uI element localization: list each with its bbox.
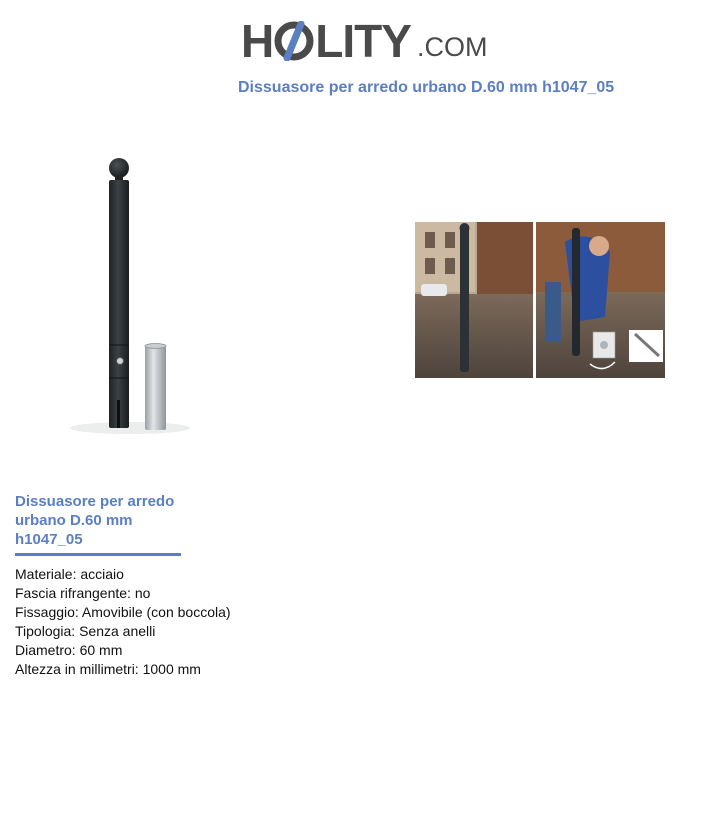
logo-letter-h: H (241, 15, 274, 67)
spec-materiale: Materiale: acciaio (15, 566, 124, 582)
spec-list (15, 565, 231, 679)
product-title-line: urbano D.60 mm (15, 512, 133, 529)
logo-o-icon (274, 21, 314, 61)
spec-diametro: Diametro: 60 mm (15, 642, 123, 658)
product-title (15, 492, 215, 549)
page-title: Dissuasore per arredo urbano D.60 mm h1047_05 (238, 79, 615, 96)
product-title-line: h1047_05 (15, 531, 83, 548)
title-divider (15, 553, 181, 556)
logo-letters-lity: LITY (315, 15, 411, 67)
logo-suffix: .COM (417, 32, 488, 62)
product-image-installation (415, 222, 665, 378)
holity-logo[interactable] (241, 10, 488, 70)
spec-fissaggio: Fissaggio: Amovibile (con boccola) (15, 604, 231, 620)
spec-tipologia: Tipologia: Senza anelli (15, 623, 156, 639)
spec-altezza: Altezza in millimetri: 1000 mm (15, 661, 201, 677)
product-title-line: Dissuasore per arredo (15, 493, 175, 510)
spec-fascia-rifrangente: Fascia rifrangente: no (15, 585, 151, 601)
product-image-bollard (18, 150, 242, 455)
